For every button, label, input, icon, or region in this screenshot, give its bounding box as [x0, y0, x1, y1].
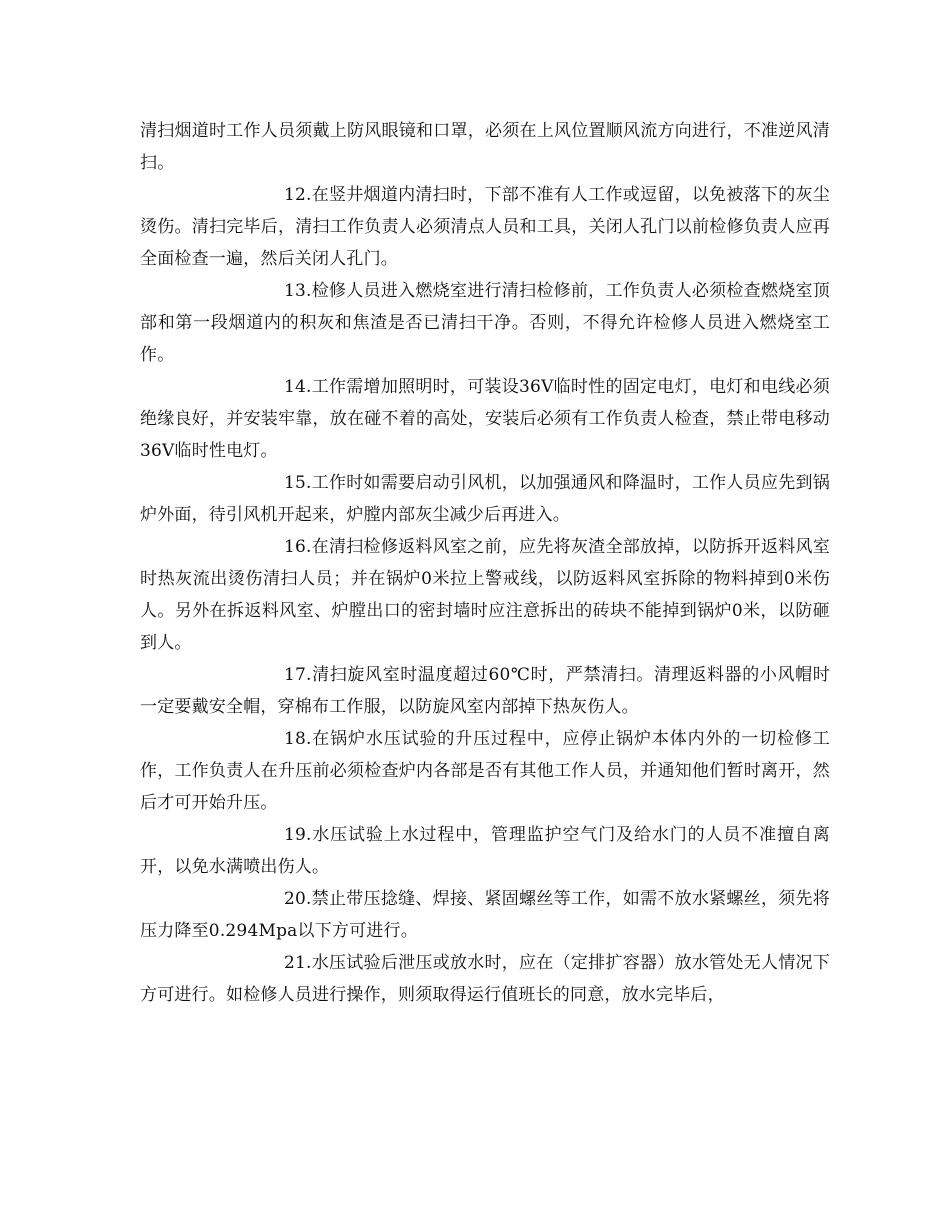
paragraph-item-19: 19.水压试验上水过程中，管理监护空气门及给水门的人员不准擅自离开，以免水满喷出伤人。: [140, 825, 830, 877]
paragraph-item-15: 15.工作时如需要启动引风机，以加强通风和降温时，工作人员应先到锅炉外面，待引风机开起来，炉膛内部灰尘减少后再进入。: [140, 473, 830, 525]
paragraph-item-16: 16.在清扫检修返料风室之前，应先将灰渣全部放掉，以防拆开返料风室时热灰流出烫伤清扫人员；并在锅炉0米拉上警戒线，以防返料风室拆除的物料掉到0米伤人。另外在拆返料风室、炉膛出口的密封墙时应注意拆出的砖块不能掉到锅炉0米，以防砸到人。: [140, 537, 830, 653]
paragraph-item-17: 17.清扫旋风室时温度超过60℃时，严禁清扫。清理返料器的小风帽时一定要戴安全帽，穿棉布工作服，以防旋风室内部掉下热灰伤人。: [140, 665, 830, 717]
paragraph-item-21: 21.水压试验后泄压或放水时，应在（定排扩容器）放水管处无人情况下方可进行。如检修人员进行操作，则须取得运行值班长的同意，放水完毕后，: [140, 953, 830, 1005]
paragraph-item-14: 14.工作需增加照明时，可装设36V临时性的固定电灯，电灯和电线必须绝缘良好，并安装牢靠，放在碰不着的高处，安装后必须有工作负责人检查，禁止带电移动 36V临时性电灯。: [140, 377, 830, 461]
paragraph-continuation: 清扫烟道时工作人员须戴上防风眼镜和口罩，必须在上风位置顺风流方向进行，不准逆风清扫。: [140, 121, 830, 173]
paragraph-item-12: 12.在竖井烟道内清扫时，下部不准有人工作或逗留，以免被落下的灰尘烫伤。清扫完毕后，清扫工作负责人必须清点人员和工具，关闭人孔门以前检修负责人应再全面检查一遍，然后关闭人孔门。: [140, 185, 830, 269]
paragraph-item-18: 18.在锅炉水压试验的升压过程中，应停止锅炉本体内外的一切检修工作，工作负责人在升压前必须检查炉内各部是否有其他工作人员，并通知他们暂时离开，然后才可开始升压。: [140, 729, 830, 813]
paragraph-item-13: 13.检修人员进入燃烧室进行清扫检修前，工作负责人必须检查燃烧室顶部和第一段烟道内的积灰和焦渣是否已清扫干净。否则，不得允许检修人员进入燃烧室工作。: [140, 281, 830, 365]
document-body: [140, 115, 830, 1011]
paragraph-item-20: 20.禁止带压捻缝、焊接、紧固螺丝等工作，如需不放水紧螺丝，须先将压力降至0.294Mpa以下方可进行。: [140, 889, 830, 941]
